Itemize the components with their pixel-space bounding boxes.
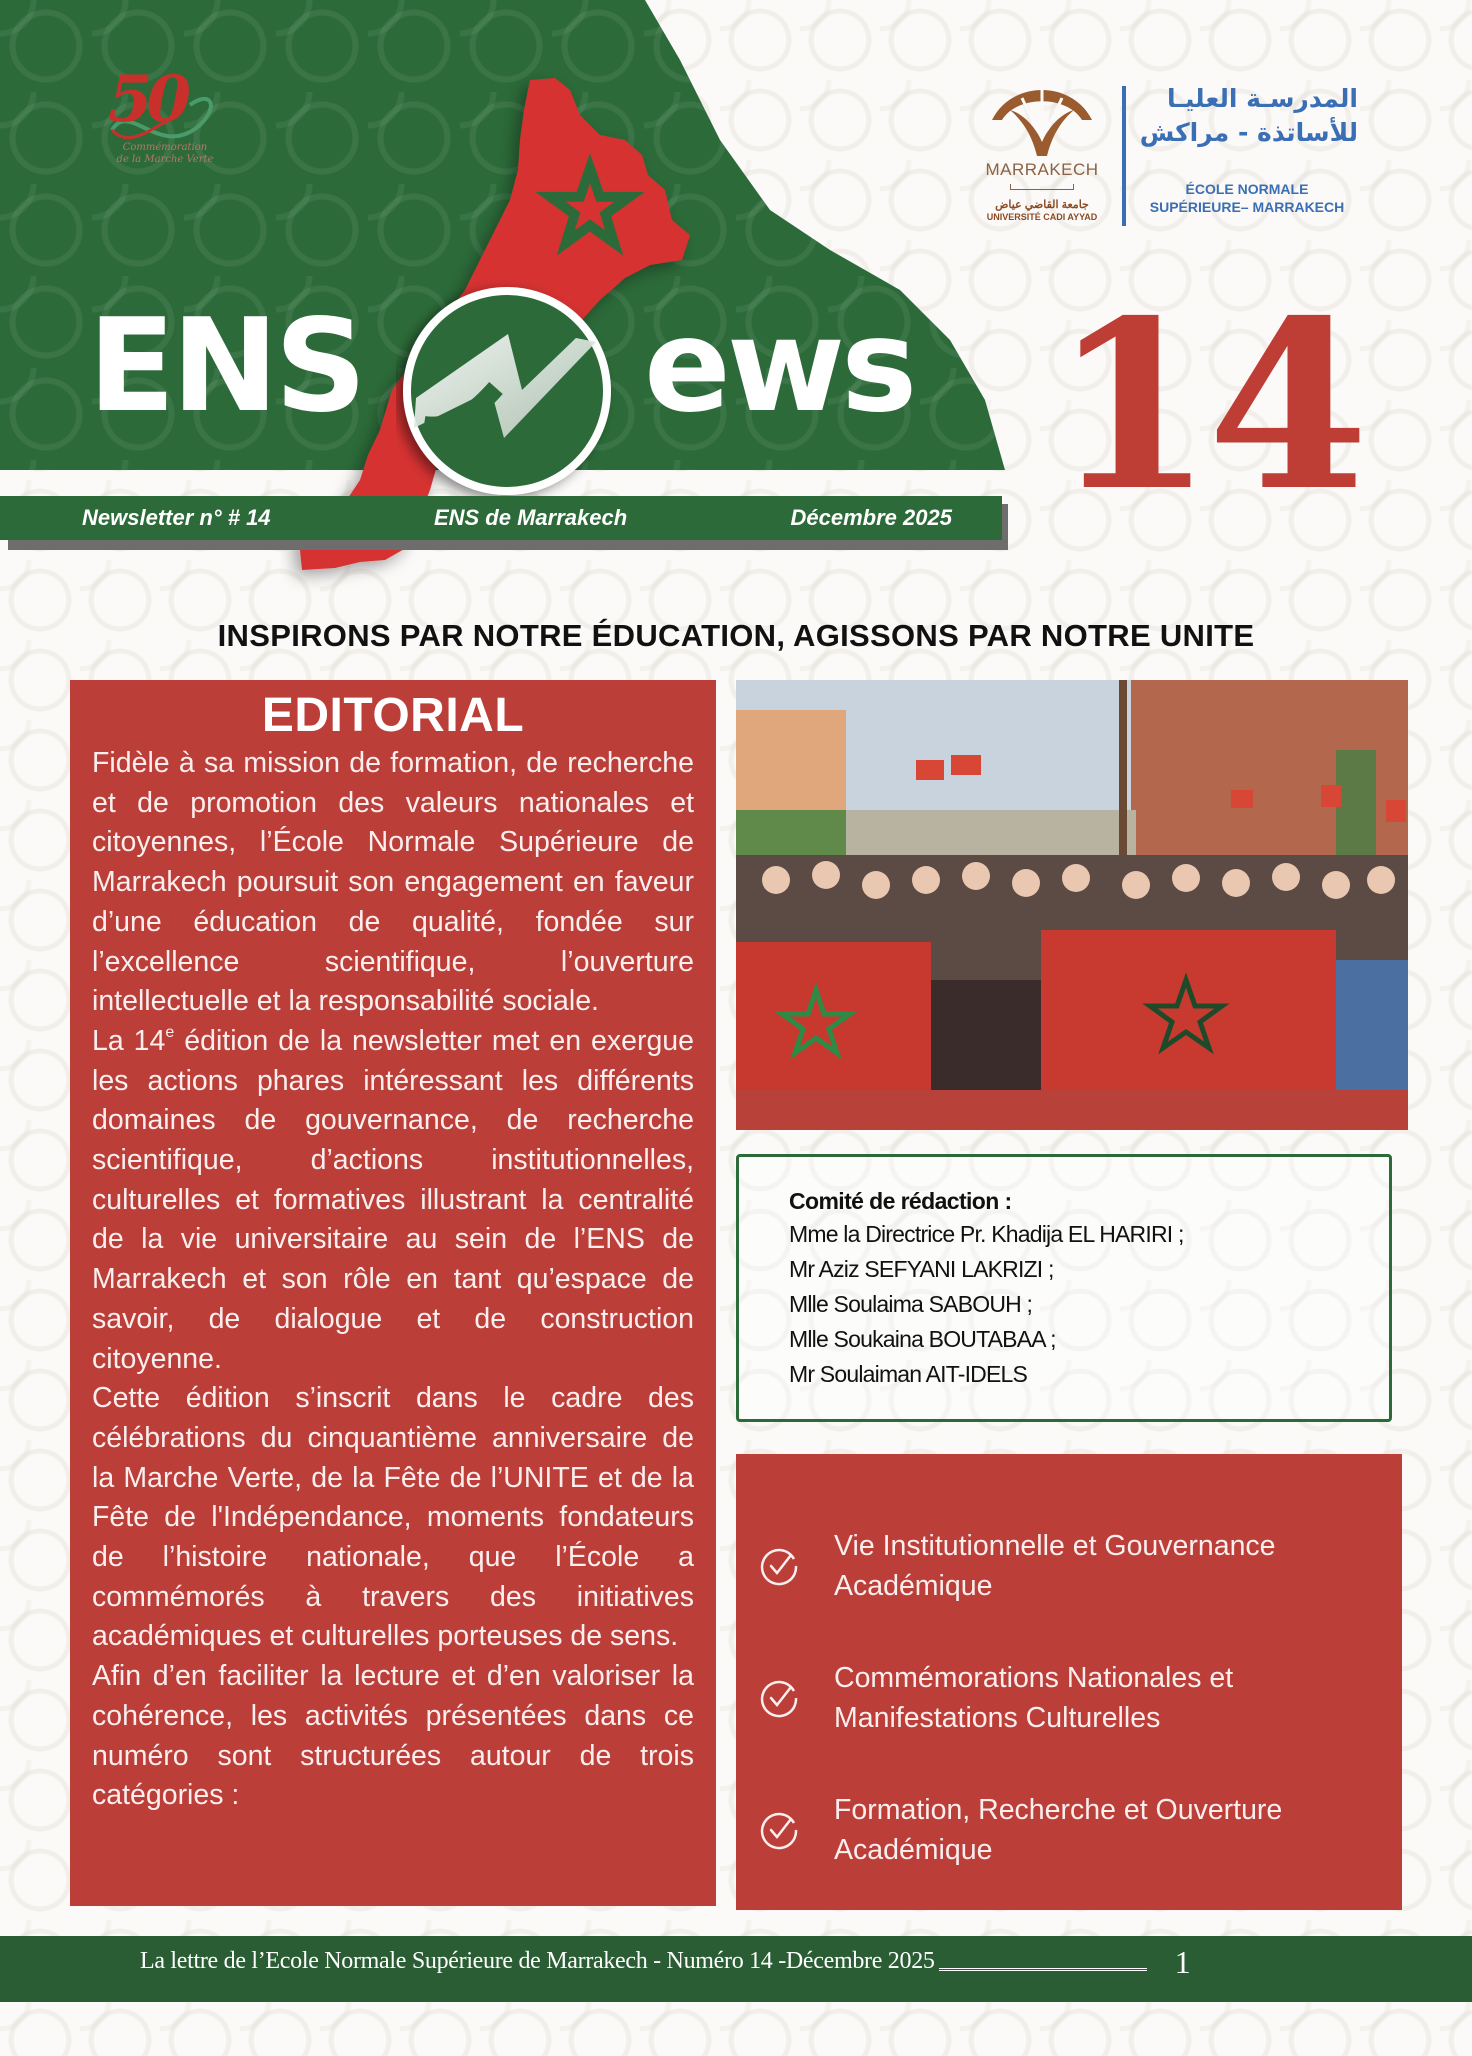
editorial-paragraph-4: Afin d’en faciliter la lecture et d’en valoriser la cohérence, les activités présentées dans ce numéro sont structurées autour de trois catégories : <box>92 1660 694 1812</box>
issue-number-large: 14 <box>1052 269 1363 542</box>
page-footer <box>0 1936 1472 2002</box>
universite-cadi-ayyad-logo <box>982 80 1102 230</box>
editorial-paragraph-2-text: édition de la newsletter met en exergue les actions phares intéressant les différents domaines de gouvernance, de recherche scientifique, d’actions institutionnelles, culturelles et formatives illustrant la centralité de la vie universitaire au sein de l’ENS de Marrakech et son rôle en tant qu’espace de savoir, de dialogue et de construction citoyenne. <box>92 1024 694 1375</box>
university-city-label: MARRAKECH <box>985 160 1099 179</box>
palm-emblem-icon <box>982 80 1102 160</box>
newsletter-number: Newsletter n° # 14 <box>82 505 271 530</box>
anniversary-tagline-line2: de la Marche Verte <box>116 154 214 165</box>
committee-member: Mr Soulaiman AIT-IDELS <box>789 1361 1028 1387</box>
committee-title: Comité de rédaction : <box>789 1188 1012 1214</box>
issue-date: Décembre 2025 <box>790 505 952 530</box>
ens-name-arabic <box>1134 82 1358 150</box>
group-photo <box>736 680 1408 1130</box>
logo-underline <box>1010 184 1074 190</box>
ens-french-line2: SUPÉRIEURE– MARRAKECH <box>1149 199 1345 215</box>
committee-member: Mlle Soukaina BOUTABAA ; <box>789 1326 1056 1352</box>
logo-divider <box>1122 86 1126 226</box>
category-label: Commémorations Nationales et Manifestations Culturelles <box>834 1662 1234 1734</box>
anniversary-tagline <box>100 142 230 166</box>
motto-heading: INSPIRONS PAR NOTRE ÉDUCATION, AGISSONS PAR NOTRE UNITE <box>217 618 1255 653</box>
university-name-french: UNIVERSITÉ CADI AYYAD <box>986 212 1098 222</box>
info-bar <box>0 496 1002 540</box>
footer-text: La lettre de l’Ecole Normale Supérieure de Marrakech - Numéro 14 -Décembre 2025 <box>140 1948 935 1974</box>
committee-member: Mlle Soulaima SABOUH ; <box>789 1291 1033 1317</box>
category-item <box>736 1764 1402 1896</box>
ens-arabic-line2: للأساتذة - مراكش <box>1139 118 1358 147</box>
masthead-title-ews: ews <box>644 292 914 441</box>
check-circle-icon <box>758 1809 800 1851</box>
editorial-paragraph-3: Cette édition s’inscrit dans le cadre des célébrations du cinquantième anniversaire de la Marche Verte, de la Fête de l’UNITE et de la Fête de l'Indépendance, moments fondateurs de l’histoire nationale, que l’École a commémorés à travers des initiatives académiques et culturelles porteuses de sens. <box>92 1382 694 1653</box>
edition-superscript: e <box>165 1023 175 1041</box>
category-item <box>736 1632 1402 1764</box>
editorial-committee-box <box>736 1154 1392 1422</box>
check-circle-icon <box>758 1677 800 1719</box>
news-n-emblem-icon <box>396 280 618 502</box>
ens-arabic-line1: المدرسـة العليـا <box>1167 84 1358 113</box>
anniversary-number: 50 <box>108 62 186 137</box>
category-item <box>736 1500 1402 1632</box>
category-label: Formation, Recherche et Ouverture Académique <box>834 1794 1283 1866</box>
editorial-title: EDITORIAL <box>261 689 525 742</box>
page-number: 1 <box>1174 1944 1191 1980</box>
marche-verte-50-logo <box>100 62 230 180</box>
edition-number: La 14 <box>92 1024 166 1057</box>
committee-member: Mme la Directrice Pr. Khadija EL HARIRI ; <box>789 1221 1184 1247</box>
committee-member: Mr Aziz SEFYANI LAKRIZI ; <box>789 1256 1054 1282</box>
categories-box <box>736 1454 1402 1910</box>
editorial-box <box>70 680 716 1906</box>
category-label: Vie Institutionnelle et Gouvernance Académique <box>834 1530 1276 1602</box>
editorial-paragraph-1: Fidèle à sa mission de formation, de recherche et de promotion des valeurs nationales et citoyennes, l’École Normale Supérieure de Marrakech poursuit son engagement en faveur d’une éducation de qualité, fondée sur l’excellence scientifique, l’ouverture intellectuelle et la responsabilité sociale. <box>92 747 694 1018</box>
institution-name: ENS de Marrakech <box>433 505 628 530</box>
masthead-title-ens: ENS <box>88 292 363 441</box>
editorial-paragraph-2 <box>92 1022 694 1379</box>
ens-name-french <box>1132 180 1362 216</box>
ens-french-line1: ÉCOLE NORMALE <box>1185 181 1309 197</box>
anniversary-tagline-line1: Commémoration <box>122 142 208 153</box>
check-circle-icon <box>758 1545 800 1587</box>
footer-rule <box>939 1968 1147 1971</box>
university-name-arabic: جامعة القاضي عياض <box>995 199 1089 211</box>
